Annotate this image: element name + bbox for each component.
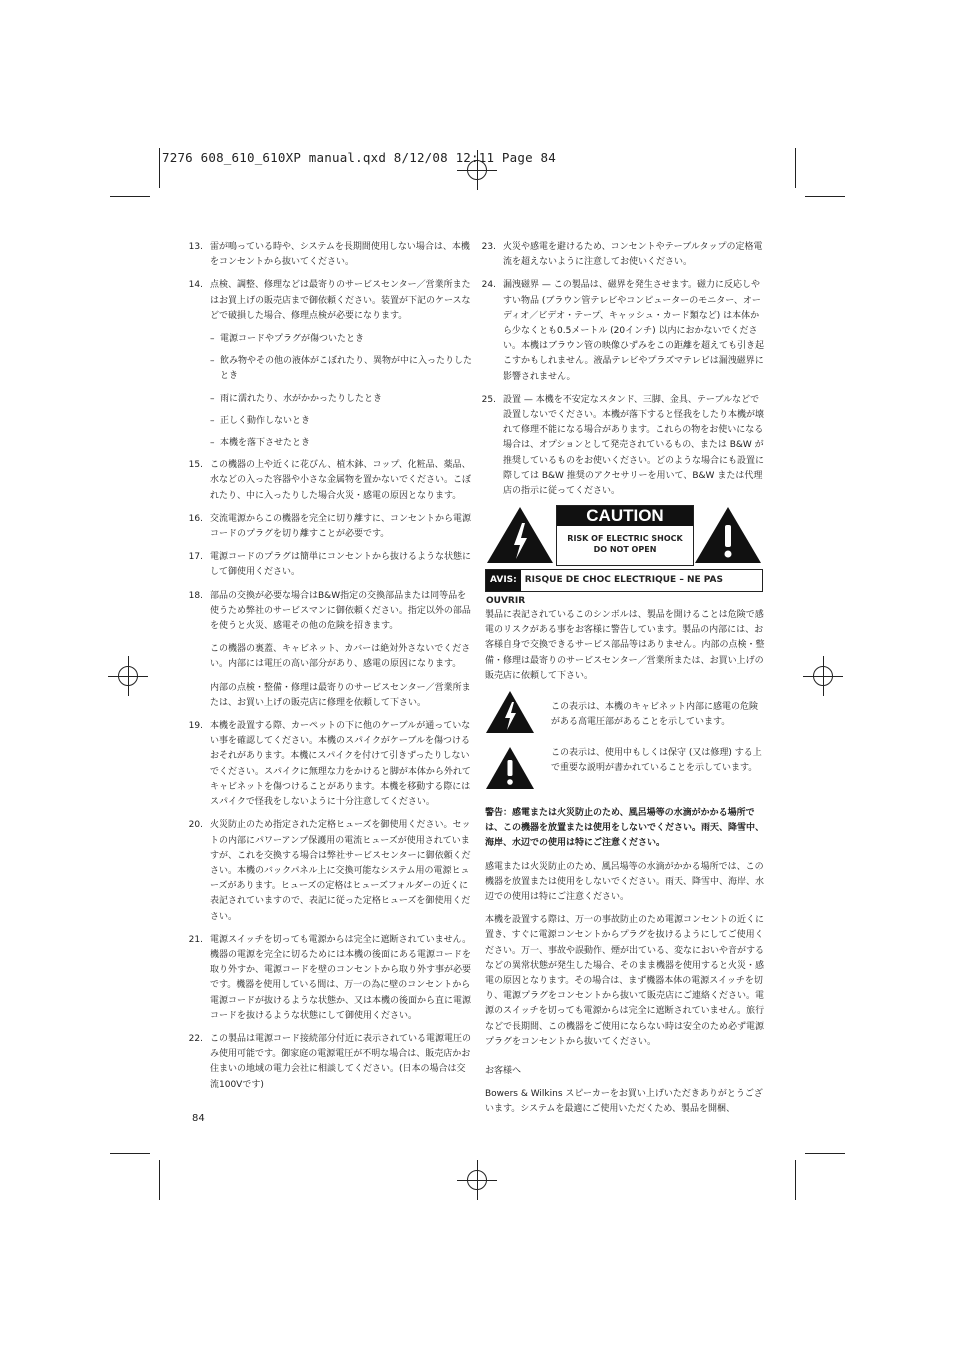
page-number: 84	[192, 1113, 205, 1124]
sub-paragraph: 内部の点検・整備・修理は最寄りのサービスセンター／営業所または、お買い上げの販売店に修理を依頼して下さい。	[210, 682, 471, 708]
crop-mark	[159, 148, 160, 188]
dash-item: – 雨に濡れたり、水がかかったりしたとき	[210, 393, 383, 404]
dash-item: – 電源コードやプラグが傷ついたとき	[210, 334, 365, 345]
customer-heading: お客様へ	[485, 1066, 522, 1077]
list-item: 25. 設置 — 本機を不安定なスタンド、三脚、金具、テーブルなどで設置しないでください。本機が落下すると怪我をしたり本機が壊れて修理不能になる場合があります。これらの物をお使いになる場合は、オプションとして発売されているもの、または B&W が推奨しているものをお使いください。どのような場合にも設置に際しては B&W 推奨のアクセサリーを用いて、B&W または代理店の指示に従ってください。	[481, 394, 765, 497]
warning-paragraph: 感電または火災防止のため、風呂場等の水滴がかかる場所では、この機器を放置または使用をしないでください。雨天、降雪中、海岸、水辺での使用は特にご注意ください。	[485, 861, 765, 903]
list-item: 24. 漏洩磁界 — この製品は、磁界を発生させます。磁力に反応しやすい物品 (ブラウン管テレビやコンピューターのモニター、オーディオ／ビデオ・テープ、キャッシュ・カード類など) は本体から少なくとも0.5メートル (20インチ) 以内におかないでください。本機はブラウン管の映像ひずみをこの距離を超えても引き起こすかもしれません。液晶テレビやプラズマテレビは漏洩磁界に影響されません。	[481, 280, 765, 382]
caution-risk-text: RISK OF ELECTRIC SHOCK DO NOT OPEN	[567, 534, 683, 554]
crop-mark	[110, 1153, 150, 1154]
dash-item: – 本機を落下させたとき	[210, 438, 311, 449]
registration-mark	[803, 656, 843, 696]
list-item: 16. 交流電源からこの機器を完全に切り離すに、コンセントから電源コードのプラグを切り離すことが必要です。	[188, 513, 472, 540]
avis-text: RISQUE DE CHOC ELECTRIQUE – NE PAS OUVRIR	[486, 575, 723, 606]
list-item: 23. 火災や感電を避けるため、コンセントやテーブルタップの定格電流を超えないように注意してお使いください。	[481, 242, 763, 268]
right-column-items	[481, 240, 765, 507]
list-item: 13. 雷が鳴っている時や、システムを長期間使用しない場合は、本機をコンセントから抜いてください。	[188, 242, 470, 268]
exclamation-explanation: この表示は、使用中もしくは保守 (又は修理) する上で重要な説明が書かれていることを示しています。	[485, 746, 765, 794]
list-item: 15. この機器の上や近くに花びん、植木鉢、コップ、化粧品、薬品、水などの入った容器や小さな金属物を置かないでください。こぼれたり、中に入ったりした場合火災・感電の原因となります。	[188, 460, 472, 501]
registration-mark	[108, 656, 148, 696]
exclamation-warning-icon	[693, 505, 763, 565]
exclamation-triangle-icon	[485, 746, 535, 790]
print-slug: 7276 608_610_610XP manual.qxd 8/12/08 12:11 Page 84	[162, 150, 557, 165]
crop-mark	[795, 1160, 796, 1200]
warning-section	[485, 806, 765, 1126]
list-item: 21. 電源スイッチを切っても電源からは完全に遮断されていません。機器の電源を完全に切るためには本機の後面にある電源コードを取り外すか、電源コードを壁のコンセントから取り外す事が必要です。機器を使用している間は、万一の為に壁のコンセントから電源コードが抜けるような状態か、又は本機の後面から直に電源コードを抜けるような状態にして御使用ください。	[188, 934, 472, 1021]
caution-title: CAUTION	[557, 506, 693, 526]
list-item: 17. 電源コードのプラグは簡単にコンセントから抜けるような状態にして御使用ください。	[188, 552, 472, 578]
list-item: 20. 火災防止のため指定された定格ヒューズを御使用ください。セットの内部にパワーアンプ保護用の電流ヒューズが使用されていますが、これを交換する場合は弊社サービスセンターに御依頼ください。本機のバックパネル上に交換可能なシステム用の電源ヒューズがあります。ヒューズの定格はヒューズフォルダーの近くに表記されていますので、表記に従った定格ヒューズを御使用ください。	[188, 820, 471, 922]
install-paragraph: 本機を設置する際は、万一の事故防止のため電源コンセントの近くに置き、すぐに電源コンセントからプラグを抜けるようにしてご使用ください。万一、事故や誤動作、煙が出ている、変なにおいや音がするなどの異常状態が発生した場合、そのまま機器を使用すると火災・感電の原因となります。その場合は、まず機器本体の電源スイッチを切り、電源プラグをコンセントから抜いて販売店にご連絡ください。電源のスイッチを切っても電源からは完全に遮断されていません。旅行などで長期間、この機器をご使用にならない時は安全のため必ず電源プラグをコンセントから抜いてください。	[485, 915, 765, 1047]
lightning-warning-icon	[485, 505, 555, 565]
crop-mark	[159, 1160, 160, 1200]
dash-item: – 飲み物やその他の液体がこぼれたり、異物が中に入ったりしたとき	[210, 356, 473, 382]
list-item: 22. この製品は電源コード接続部分付近に表示されている電源電圧のみ使用可能です。御家庭の電源電圧が不明な場合は、販売店かお住まいの地域の電力会社に相談してください。(日本の場合は交流100Vです)	[188, 1033, 472, 1090]
registration-mark	[457, 1160, 497, 1200]
list-item: 19. 本機を設置する際、カーペットの下に他のケーブルが通っていない事を確認してください。本機のスパイクがケーブルを傷つけるおそれがあります。本機にスパイクを付けて引きずったりしないでください。スパイクに無理な力をかけると脚が本体から外れてキャビネットを傷つけることがあります。本機を移動する際にはスパイクで怪我をしないように十分注意してください。	[188, 721, 471, 808]
warning-bold: 警告：感電または火災防止のため、風呂場等の水滴がかかる場所では、この機器を放置または使用をしないでください。雨天、降雪中、海岸、水辺での使用は特にご注意ください。	[485, 808, 765, 849]
bolt-explanation: この表示は、本機のキャビネット内部に感電の危険がある高電圧部があることを示しています。	[485, 700, 765, 740]
customer-paragraph: Bowers & Wilkins スピーカーをお買い上げいただきありがとうございます。システムを最適にご使用いただくため、製品を開梱、	[485, 1089, 763, 1115]
crop-mark	[110, 196, 150, 197]
avis-label: AVIS:	[486, 570, 521, 591]
caution-label	[556, 505, 694, 566]
crop-mark	[795, 148, 796, 188]
sub-paragraph: この機器の裏蓋、キャビネット、カバーは絶対外さないでください。内部には電圧の高い部分があり、感電の原因になります。	[210, 644, 471, 670]
avis-banner	[485, 569, 763, 606]
crop-mark	[805, 196, 845, 197]
crop-mark	[805, 1153, 845, 1154]
symbol-paragraph: 製品に表記されているこのシンボルは、製品を開けることは危険で感電のリスクがある事をお客様に警告しています。製品の内部には、お客様自身で交換できるサービス部品等はありません。内部の点検・整備・修理は最寄りのサービスセンター／営業所または、お買い上げの販売店に依頼して下さい。	[485, 610, 765, 681]
left-column	[188, 240, 473, 1101]
list-item: 14. 点検、調整、修理などは最寄りのサービスセンター／営業所またはお買上げの販売店まで御依頼ください。装置が下記のケースなどで破損した場合、修理点検が必要になります。	[188, 280, 471, 321]
list-item: 18. 部品の交換が必要な場合はB&W指定の交換部品または同等品を使うため弊社のサービスマンに御依頼ください。指定以外の部品を使うと火災、感電その他の危険を招きます。	[188, 590, 471, 632]
lightning-triangle-icon	[485, 690, 535, 734]
dash-item: – 正しく動作しないとき	[210, 415, 311, 426]
